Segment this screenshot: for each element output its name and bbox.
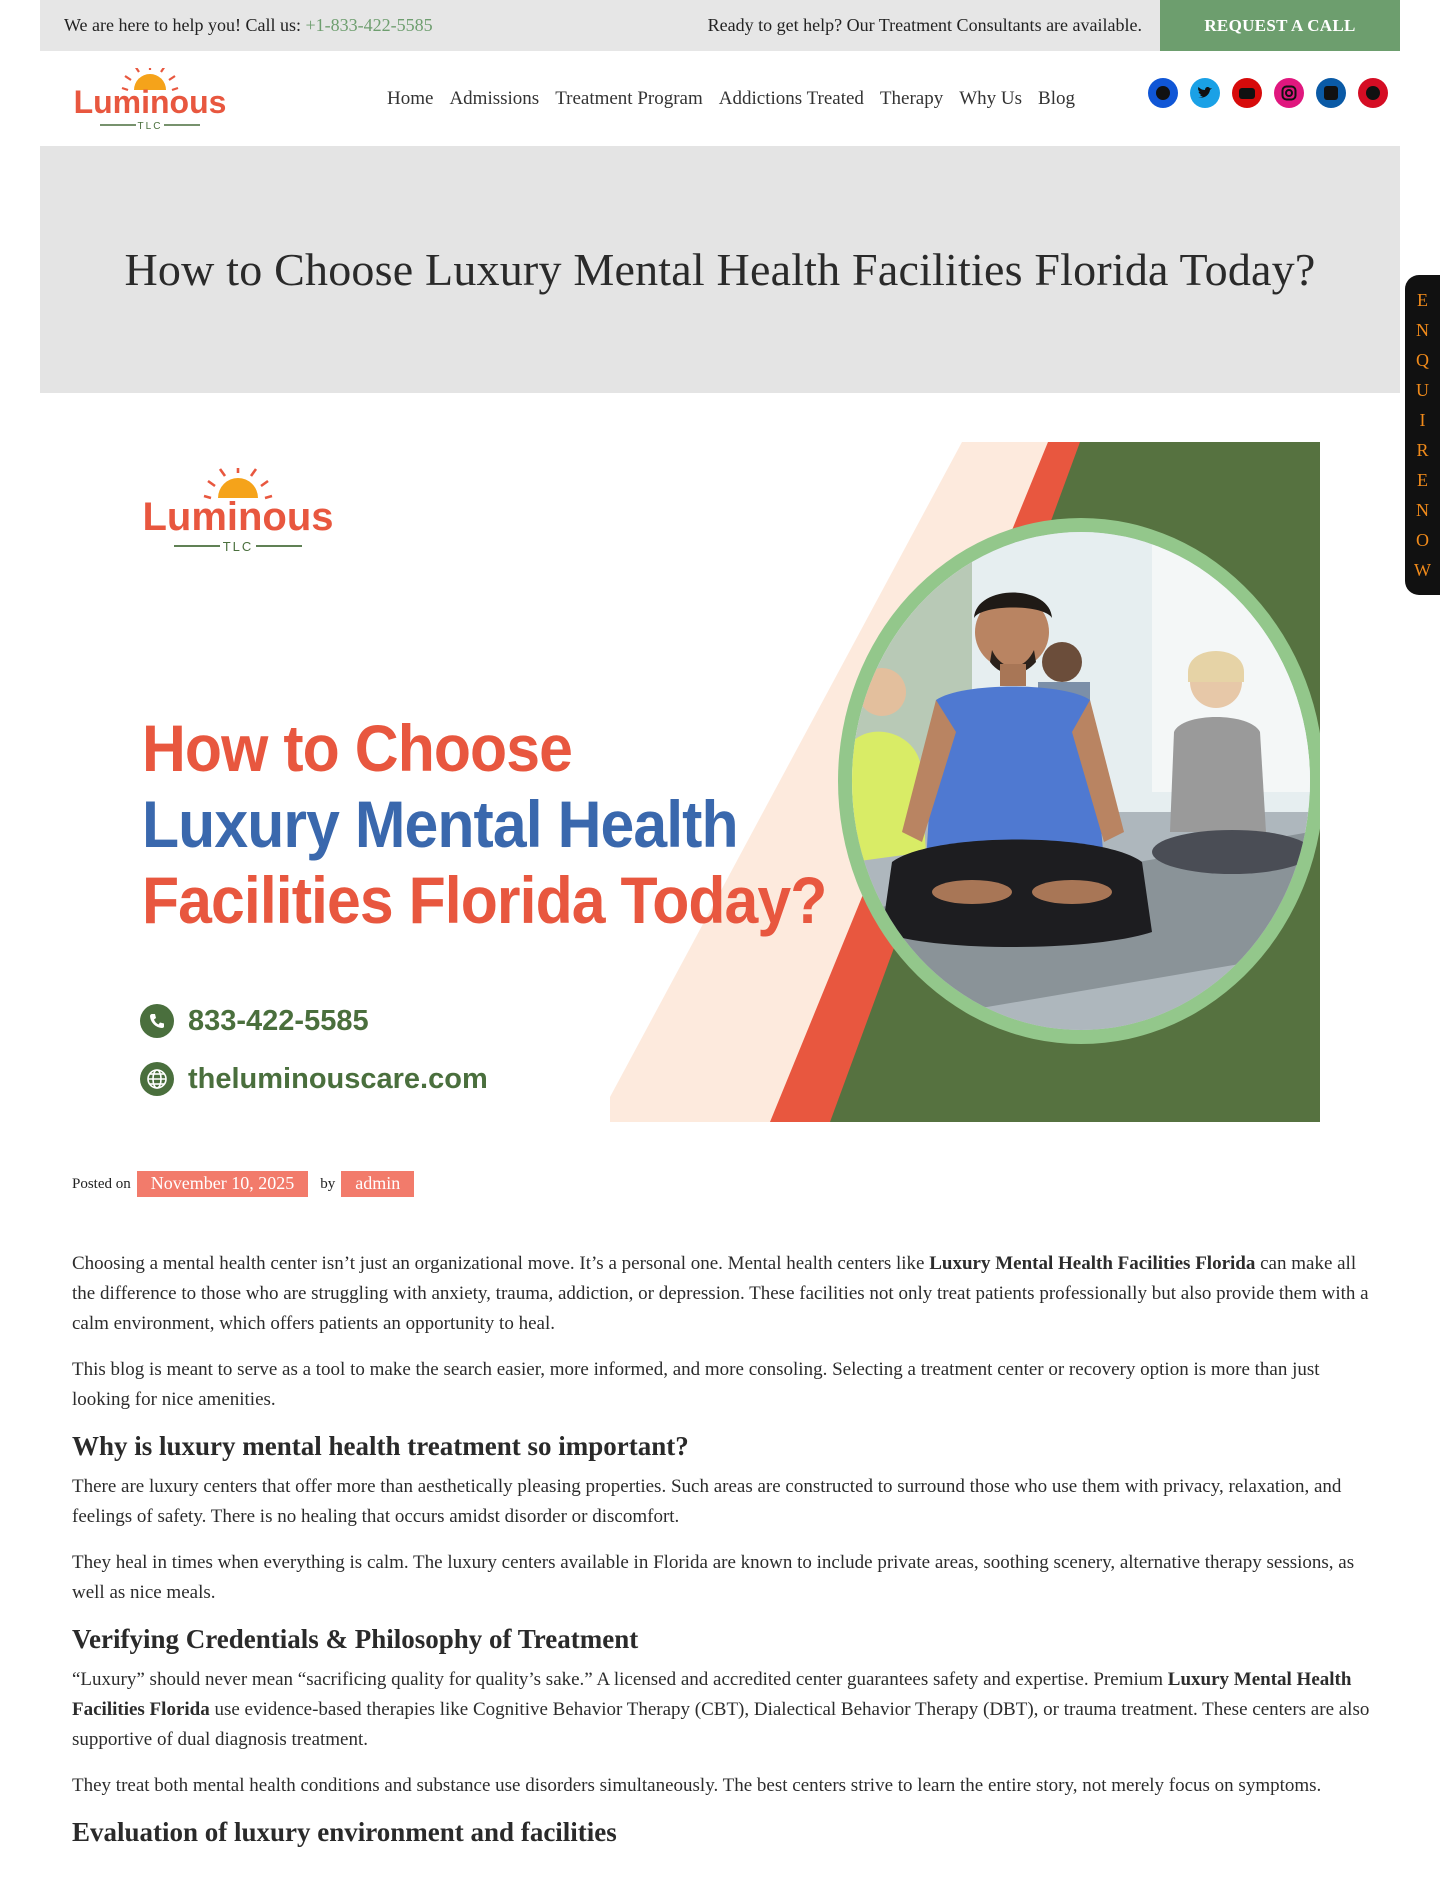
article-body xyxy=(72,1249,1372,1858)
instagram-icon[interactable] xyxy=(1274,78,1304,108)
site-logo[interactable] xyxy=(70,68,230,132)
featured-heading-line2: Luxury Mental Health xyxy=(142,787,738,861)
meditation-illustration xyxy=(852,532,1310,1030)
article-paragraph: They heal in times when everything is calm. The luxury centers available in Florida are known to include private areas, soothing scenery, alternative therapy sessions, as well as nice meals. xyxy=(72,1552,1355,1603)
request-call-button[interactable]: REQUEST A CALL xyxy=(1160,0,1400,51)
social-links xyxy=(1148,78,1388,108)
enquire-letter: N xyxy=(1416,319,1429,340)
post-author-link[interactable]: admin xyxy=(341,1171,414,1197)
featured-heading-line3: Facilities Florida Today? xyxy=(142,863,827,937)
article-paragraph: There are luxury centers that offer more than aesthetically pleasing properties. Such areas are constructed to surround those who use them with privacy, relaxation, and feelings of safety. There is no healing that occurs amidst disorder or discomfort. xyxy=(72,1476,1342,1527)
page-title-banner xyxy=(40,146,1400,393)
yoga-meditation-photo xyxy=(852,532,1310,1030)
post-meta xyxy=(72,1171,414,1197)
text-span: Choosing a mental health center isn’t just an organizational move. It’s a personal one. Mental health centers like xyxy=(72,1253,930,1274)
luminous-logo-icon xyxy=(140,468,336,556)
text-span: can make all the difference to those who are struggling with anxiety, trauma, addiction, or depression. These facilities not only treat patients professionally but also provide them with a calm environment, which offers patients an opportunity to heal. xyxy=(72,1253,1369,1334)
by-label: by xyxy=(320,1175,336,1192)
help-text: We are here to help you! Call us: xyxy=(64,15,301,35)
featured-heading xyxy=(142,710,826,938)
nav-blog[interactable]: Blog xyxy=(1038,88,1075,109)
post-date-link[interactable]: November 10, 2025 xyxy=(137,1171,308,1197)
article-paragraph: They treat both mental health conditions and substance use disorders simultaneously. The best centers strive to learn the entire story, not merely focus on symptoms. xyxy=(72,1775,1322,1796)
featured-phone xyxy=(140,1004,369,1038)
enquire-letter: U xyxy=(1416,379,1429,400)
luminous-logo-icon xyxy=(70,68,230,132)
bold-keyword: Luxury Mental Health Facilities Florida xyxy=(72,1669,1352,1720)
enquire-letter: E xyxy=(1417,289,1428,310)
page-title: How to Choose Luxury Mental Health Facilities Florida Today? xyxy=(124,244,1316,295)
text-span: “Luxury” should never mean “sacrificing quality for quality’s sake.” A licensed and accredited center guarantees safety and expertise. Premium xyxy=(72,1669,1168,1690)
featured-image xyxy=(70,442,1320,1122)
featured-phone-text: 833-422-5585 xyxy=(188,1004,369,1037)
nav-addictions-treated[interactable]: Addictions Treated xyxy=(718,88,864,109)
enquire-letter: O xyxy=(1416,529,1429,550)
svg-text:TLC: TLC xyxy=(222,539,254,554)
section-heading: Evaluation of luxury environment and facilities xyxy=(72,1817,617,1847)
enquire-now-tab[interactable] xyxy=(1405,275,1440,595)
main-nav xyxy=(387,88,1075,110)
ready-text: Ready to get help? Our Treatment Consultants are available. xyxy=(707,15,1142,35)
facebook-icon[interactable] xyxy=(1148,78,1178,108)
section-heading: Verifying Credentials & Philosophy of Treatment xyxy=(72,1624,639,1654)
topbar-phone-link[interactable]: +1-833-422-5585 xyxy=(305,15,433,35)
youtube-icon[interactable] xyxy=(1232,78,1262,108)
enquire-letter: I xyxy=(1419,409,1426,430)
nav-why-us[interactable]: Why Us xyxy=(959,88,1023,109)
pinterest-icon[interactable] xyxy=(1358,78,1388,108)
top-bar xyxy=(40,0,1400,51)
nav-treatment-program[interactable]: Treatment Program xyxy=(555,88,703,109)
svg-text:Luminous: Luminous xyxy=(73,84,227,120)
twitter-icon[interactable] xyxy=(1190,78,1220,108)
site-header xyxy=(40,51,1400,146)
article-paragraph xyxy=(72,1665,1372,1755)
article-paragraph xyxy=(72,1249,1372,1339)
svg-text:Luminous: Luminous xyxy=(142,495,334,539)
nav-admissions[interactable]: Admissions xyxy=(449,88,540,109)
text-span: use evidence-based therapies like Cognitive Behavior Therapy (CBT), Dialectical Behavior Therapy (DBT), or trauma treatment. These centers are also supportive of dual diagnosis treatment. xyxy=(72,1699,1370,1750)
nav-therapy[interactable]: Therapy xyxy=(879,88,944,109)
svg-text:TLC: TLC xyxy=(137,121,163,132)
enquire-letter: N xyxy=(1416,499,1429,520)
enquire-letter: R xyxy=(1416,439,1429,460)
nav-home[interactable]: Home xyxy=(387,88,434,109)
featured-website-text: theluminouscare.com xyxy=(188,1062,488,1095)
globe-icon xyxy=(140,1062,174,1096)
phone-icon xyxy=(140,1004,174,1038)
featured-logo xyxy=(140,468,336,556)
bold-keyword: Luxury Mental Health Facilities Florida xyxy=(929,1253,1256,1274)
enquire-letter: E xyxy=(1417,469,1428,490)
section-heading: Why is luxury mental health treatment so important? xyxy=(72,1431,689,1461)
posted-on-label: Posted on xyxy=(72,1175,131,1192)
enquire-letter: Q xyxy=(1416,349,1429,370)
linkedin-icon[interactable] xyxy=(1316,78,1346,108)
featured-heading-line1: How to Choose xyxy=(142,711,572,785)
article-paragraph: This blog is meant to serve as a tool to make the search easier, more informed, and more consoling. Selecting a treatment center or recovery option is more than just looking for nice amenities. xyxy=(72,1359,1320,1410)
help-line xyxy=(64,15,433,36)
featured-website xyxy=(140,1062,488,1096)
enquire-letter: W xyxy=(1414,559,1431,580)
